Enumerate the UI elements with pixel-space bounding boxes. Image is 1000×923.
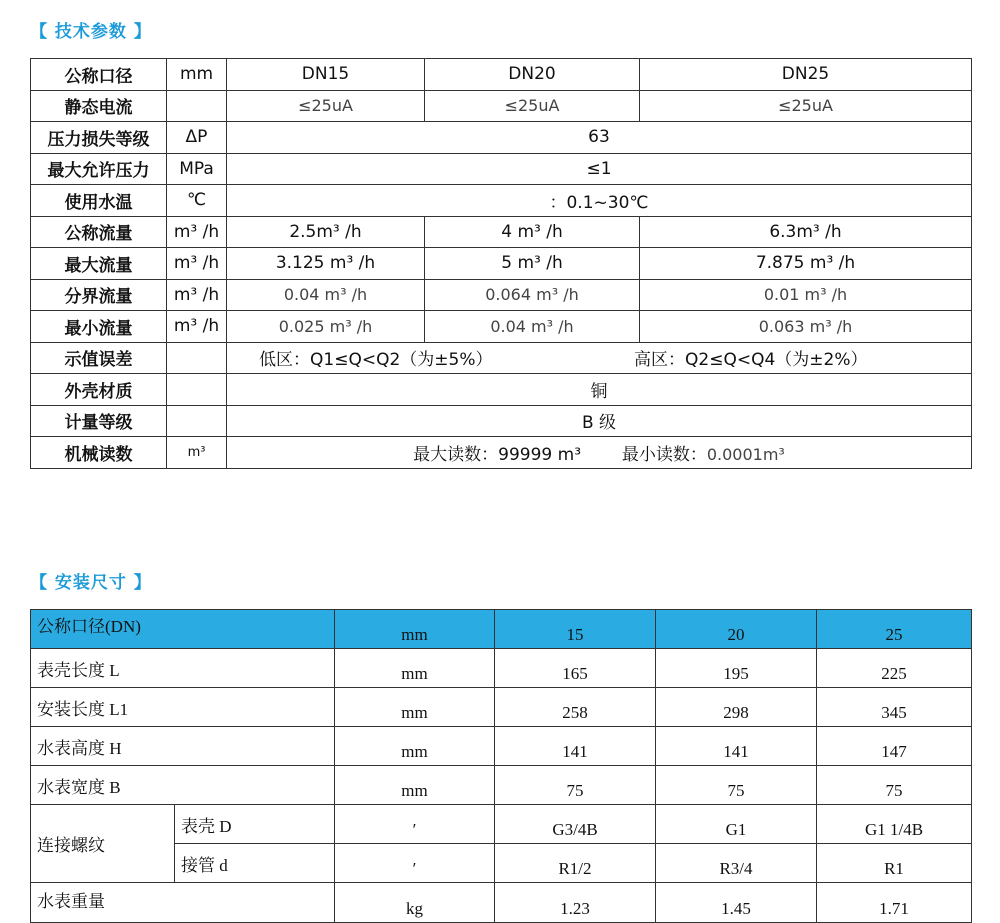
- table-row: [31, 279, 972, 311]
- header-unit: mm: [335, 610, 495, 649]
- row-label: 计量等级: [31, 405, 167, 437]
- row-label: 水表高度 H: [31, 727, 335, 766]
- header-dn15: 15: [495, 610, 656, 649]
- row-label: 表壳长度 L: [31, 649, 335, 688]
- cell-value: 铜: [227, 374, 972, 406]
- sub-row-label: 接管 d: [175, 844, 335, 883]
- row-unit: ′: [335, 805, 495, 844]
- table-row: [31, 766, 972, 805]
- cell-dn25: 6.3m³ /h: [640, 216, 972, 248]
- error-low-zone: 低区：Q1≤Q<Q2（为±5%）: [259, 350, 493, 371]
- cell-dn25: 1.71: [817, 883, 972, 923]
- table-row: [31, 688, 972, 727]
- cell-dn25: 147: [817, 727, 972, 766]
- table-row: [31, 90, 972, 122]
- row-unit: [167, 342, 227, 374]
- row-label: 静态电流: [31, 90, 167, 122]
- row-unit: m³ /h: [167, 279, 227, 311]
- cell-dn25: 225: [817, 649, 972, 688]
- cell-dn25: 0.063 m³ /h: [640, 311, 972, 343]
- row-unit: mm: [335, 766, 495, 805]
- row-label: 外壳材质: [31, 374, 167, 406]
- table-row: [31, 248, 972, 280]
- cell-dn15: 141: [495, 727, 656, 766]
- row-unit: m³ /h: [167, 248, 227, 280]
- table-row: [31, 805, 972, 844]
- row-label: 安装长度 L1: [31, 688, 335, 727]
- cell-dn20: R3/4: [656, 844, 817, 883]
- cell-dn20: DN20: [425, 59, 640, 91]
- cell-dn25: 7.875 m³ /h: [640, 248, 972, 280]
- min-reading-value: 0.0001m³: [706, 444, 785, 464]
- cell-dn25: 345: [817, 688, 972, 727]
- tech-params-title: 【 技术参数 】: [30, 22, 152, 42]
- cell-dn15: 2.5m³ /h: [227, 216, 425, 248]
- row-label: 压力损失等级: [31, 122, 167, 154]
- row-unit: [167, 90, 227, 122]
- cell-dn20: 195: [656, 649, 817, 688]
- cell-value: B 级: [227, 405, 972, 437]
- row-unit: mm: [335, 688, 495, 727]
- tech-params-table: [30, 58, 972, 469]
- cell-dn20: 5 m³ /h: [425, 248, 640, 280]
- cell-dn20: 75: [656, 766, 817, 805]
- cell-dn15: 165: [495, 649, 656, 688]
- sub-row-label: 表壳 D: [175, 805, 335, 844]
- table-row: [31, 216, 972, 248]
- row-label: 水表宽度 B: [31, 766, 335, 805]
- cell-dn15: ≤25uA: [227, 90, 425, 122]
- header-label: 公称口径(DN): [31, 610, 335, 649]
- row-label: 水表重量: [31, 883, 335, 923]
- table-row: [31, 374, 972, 406]
- max-reading: 最大读数：99999 m³: [413, 444, 582, 465]
- cell-dn20: G1: [656, 805, 817, 844]
- cell-dn15: 3.125 m³ /h: [227, 248, 425, 280]
- row-unit: mm: [335, 727, 495, 766]
- row-unit: mm: [167, 59, 227, 91]
- cell-dn25: 75: [817, 766, 972, 805]
- table-row: [31, 122, 972, 154]
- reading-cell: [227, 437, 972, 469]
- cell-dn25: G1 1/4B: [817, 805, 972, 844]
- row-label: 最大允许压力: [31, 153, 167, 185]
- cell-dn15: 1.23: [495, 883, 656, 923]
- min-reading-label: 最小读数：: [621, 444, 707, 465]
- cell-dn15: 0.04 m³ /h: [227, 279, 425, 311]
- header-dn20: 20: [656, 610, 817, 649]
- header-dn25: 25: [817, 610, 972, 649]
- table-row: [31, 153, 972, 185]
- table-row: [31, 59, 972, 91]
- row-label: 连接螺纹: [31, 805, 175, 883]
- row-label: 分界流量: [31, 279, 167, 311]
- cell-dn20: 0.064 m³ /h: [425, 279, 640, 311]
- cell-dn15: 258: [495, 688, 656, 727]
- row-unit: m³ /h: [167, 216, 227, 248]
- cell-dn15: G3/4B: [495, 805, 656, 844]
- cell-dn20: 0.04 m³ /h: [425, 311, 640, 343]
- row-unit: mm: [335, 649, 495, 688]
- row-unit: ΔP: [167, 122, 227, 154]
- table-row: [31, 883, 972, 923]
- cell-dn20: 1.45: [656, 883, 817, 923]
- row-unit: ℃: [167, 185, 227, 217]
- install-dims-title: 【 安装尺寸 】: [30, 573, 152, 593]
- error-cell: [227, 342, 972, 374]
- table-row: [31, 649, 972, 688]
- row-label: 示值误差: [31, 342, 167, 374]
- row-label: 公称流量: [31, 216, 167, 248]
- error-high-zone: 高区：Q2≤Q<Q4（为±2%）: [634, 350, 868, 371]
- row-unit: m³ /h: [167, 311, 227, 343]
- row-unit: ′: [335, 844, 495, 883]
- row-label: 最大流量: [31, 248, 167, 280]
- install-dims-table: [30, 609, 972, 923]
- cell-dn25: ≤25uA: [640, 90, 972, 122]
- table-row: [31, 437, 972, 469]
- table-row: [31, 311, 972, 343]
- cell-dn25: DN25: [640, 59, 972, 91]
- cell-dn20: 141: [656, 727, 817, 766]
- cell-dn15: R1/2: [495, 844, 656, 883]
- row-label: 机械读数: [31, 437, 167, 469]
- row-unit: [167, 405, 227, 437]
- cell-dn20: 298: [656, 688, 817, 727]
- cell-dn15: 75: [495, 766, 656, 805]
- table-row: [31, 185, 972, 217]
- cell-dn15: 0.025 m³ /h: [227, 311, 425, 343]
- cell-value: 63: [227, 122, 972, 154]
- cell-value: ≤1: [227, 153, 972, 185]
- cell-dn20: 4 m³ /h: [425, 216, 640, 248]
- table-row: [31, 405, 972, 437]
- cell-value: ：0.1~30℃: [227, 185, 972, 217]
- table-row: [31, 727, 972, 766]
- row-unit: MPa: [167, 153, 227, 185]
- row-label: 公称口径: [31, 59, 167, 91]
- cell-dn20: ≤25uA: [425, 90, 640, 122]
- cell-dn15: DN15: [227, 59, 425, 91]
- row-unit: kg: [335, 883, 495, 923]
- table-header-row: [31, 610, 972, 649]
- row-label: 使用水温: [31, 185, 167, 217]
- row-label: 最小流量: [31, 311, 167, 343]
- table-row: [31, 342, 972, 374]
- cell-dn25: R1: [817, 844, 972, 883]
- row-unit: m³: [167, 437, 227, 469]
- row-unit: [167, 374, 227, 406]
- cell-dn25: 0.01 m³ /h: [640, 279, 972, 311]
